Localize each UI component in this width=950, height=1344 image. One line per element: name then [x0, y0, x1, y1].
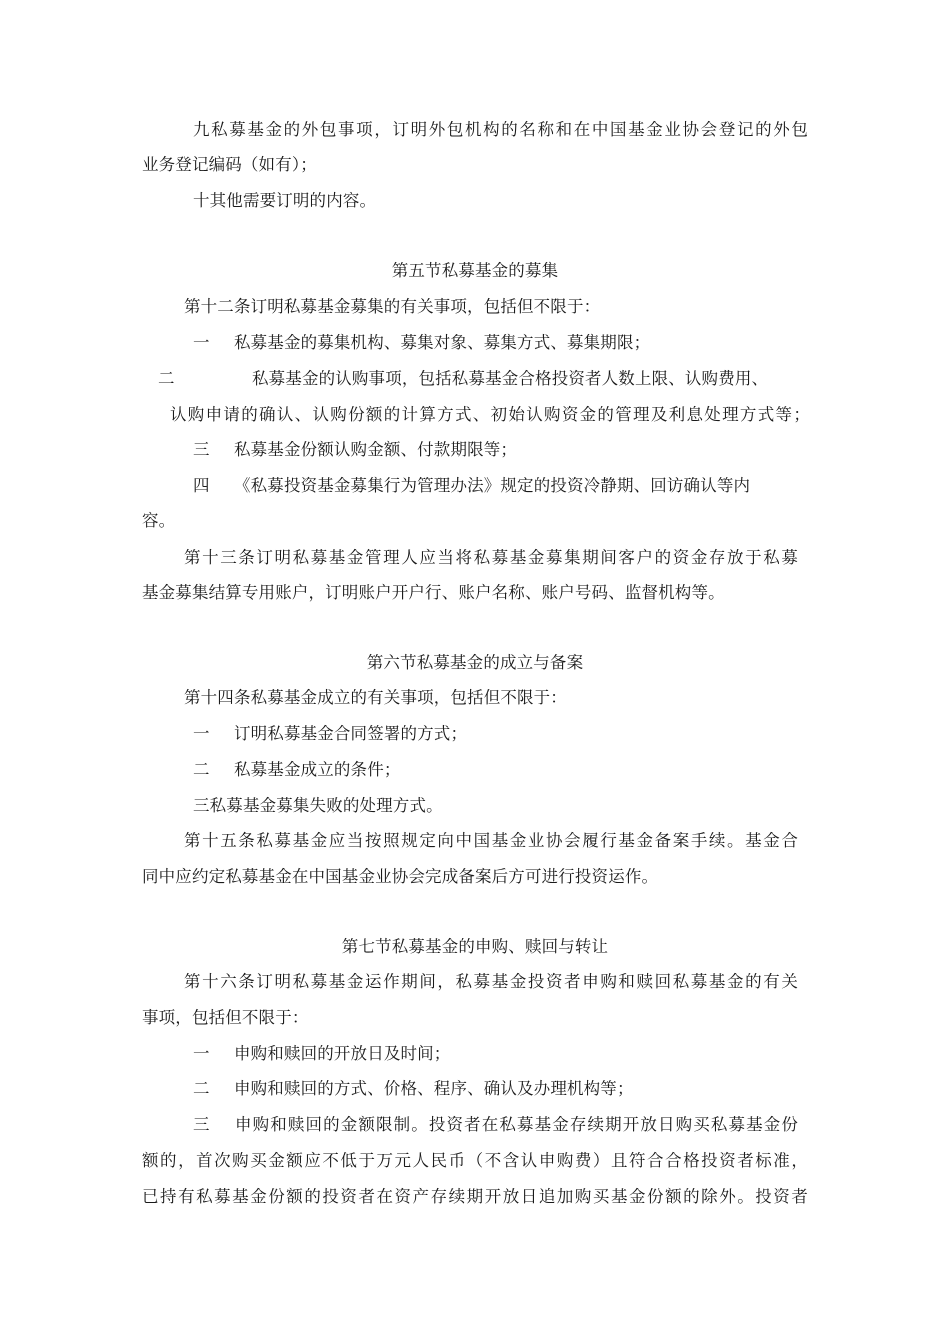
item-10: 十其他需要订明的内容。 — [193, 191, 377, 210]
item-9-line-2: 业务登记编码（如有）； — [142, 155, 317, 174]
list-item-text: 私募基金份额认购金额、付款期限等； — [234, 440, 518, 459]
list-item-number: 二 — [193, 760, 210, 779]
list-item-number: 二 — [158, 369, 175, 388]
article-15-line-2: 同中应约定私募基金在中国基金业协会完成备案后方可进行投资运作。 — [142, 867, 659, 886]
list-item — [193, 438, 517, 462]
list-item — [193, 722, 467, 746]
list-item-continuation: 已持有私募基金份额的投资者在资产存续期开放日追加购买基金份额的除外。投资者 — [142, 1187, 808, 1206]
list-item-number: 三 — [193, 440, 210, 459]
list-item-continuation: 认购申请的确认、认购份额的计算方式、初始认购资金的管理及利息处理方式等； — [170, 405, 810, 424]
list-item: 三私募基金募集失败的处理方式。 — [193, 796, 443, 815]
list-item-number: 一 — [193, 724, 210, 743]
article-15-line-1: 第十五条私募基金应当按照规定向中国基金业协会履行基金备案手续。基金合 — [184, 831, 798, 850]
list-item — [158, 367, 768, 391]
list-item — [193, 758, 401, 782]
list-item-number: 四 — [193, 476, 210, 495]
section-5-heading: 第五节私募基金的募集 — [391, 261, 559, 280]
list-item-text: 申购和赎回的开放日及时间； — [234, 1044, 451, 1063]
list-item — [193, 1042, 450, 1066]
list-item — [193, 331, 650, 355]
article-16-line-2: 事项，包括但不限于： — [142, 1008, 309, 1027]
list-item-text: 私募基金的认购事项，包括私募基金合格投资者人数上限、认购费用、 — [252, 369, 769, 388]
section-6-heading: 第六节私募基金的成立与备案 — [366, 653, 584, 672]
list-item-text: 订明私募基金合同签署的方式； — [234, 724, 468, 743]
list-item-number: 一 — [193, 1044, 210, 1063]
list-item-number: 三 — [193, 1115, 210, 1134]
article-16-line-1: 第十六条订明私募基金运作期间，私募基金投资者申购和赎回私募基金的有关 — [184, 972, 798, 991]
list-item-text: 私募基金成立的条件； — [234, 760, 401, 779]
list-item — [193, 474, 750, 498]
list-item-text: 申购和赎回的金额限制。投资者在私募基金存续期开放日购买私募基金份 — [234, 1115, 798, 1134]
article-14: 第十四条私募基金成立的有关事项，包括但不限于： — [184, 688, 567, 707]
item-9-line-1: 九私募基金的外包事项，订明外包机构的名称和在中国基金业协会登记的外包 — [193, 120, 808, 139]
article-12: 第十二条订明私募基金募集的有关事项，包括但不限于： — [184, 297, 601, 316]
list-item-text: 申购和赎回的方式、价格、程序、确认及办理机构等； — [234, 1079, 634, 1098]
section-7-heading: 第七节私募基金的申购、赎回与转让 — [341, 937, 609, 956]
list-item-text: 私募基金的募集机构、募集对象、募集方式、募集期限； — [234, 333, 651, 352]
list-item-continuation: 容。 — [142, 511, 176, 530]
list-item — [193, 1077, 634, 1101]
article-13-line-2: 基金募集结算专用账户，订明账户开户行、账户名称、账户号码、监督机构等。 — [142, 583, 725, 602]
list-item-number: 二 — [193, 1079, 210, 1098]
list-item-continuation: 额的，首次购买金额应不低于万元人民币（不含认申购费）且符合合格投资者标准， — [142, 1151, 808, 1170]
list-item-number: 一 — [193, 333, 210, 352]
list-item — [193, 1113, 798, 1137]
article-13-line-1: 第十三条订明私募基金管理人应当将私募基金募集期间客户的资金存放于私募 — [184, 548, 798, 567]
list-item-text: 《私募投资基金募集行为管理办法》规定的投资冷静期、回访确认等内 — [234, 476, 751, 495]
